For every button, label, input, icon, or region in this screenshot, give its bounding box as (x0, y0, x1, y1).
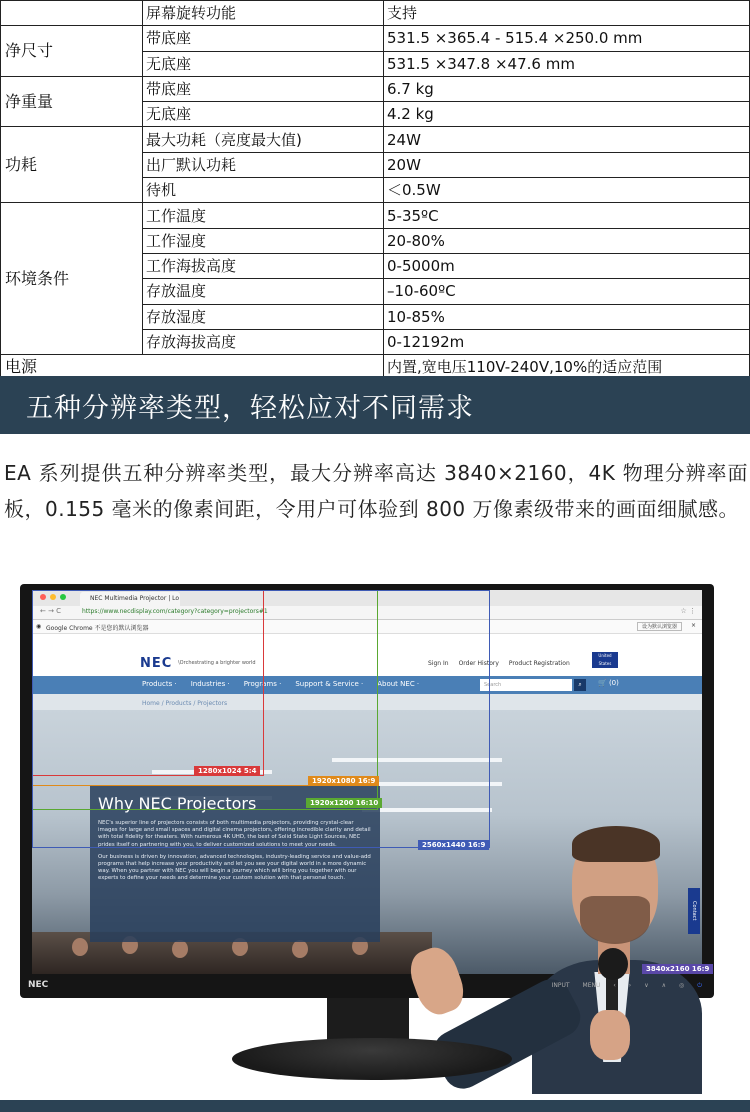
spec-value: 内置,宽电压110V-240V,10%的适应范围 (384, 355, 750, 380)
right-button[interactable]: › (628, 982, 632, 989)
spec-value: 20-80% (384, 228, 750, 253)
spec-item: 无底座 (143, 51, 384, 76)
spec-value: 5-35ºC (384, 203, 750, 228)
bezel-controls (552, 982, 702, 990)
resolution-label: 1920x1080 16:9 (308, 776, 379, 786)
table-row (1, 76, 750, 101)
spec-category: 环境条件 (1, 203, 143, 355)
sign-in-link[interactable]: Sign In (428, 660, 449, 667)
spec-item: 存放温度 (143, 279, 384, 304)
spec-value: ＜0.5W (384, 178, 750, 203)
power-icon[interactable]: ⏻ (697, 982, 702, 989)
set-default-button[interactable]: 设为默认浏览器 (637, 622, 682, 631)
breadcrumb[interactable]: Home / Products / Projectors (142, 700, 228, 707)
input-button[interactable]: INPUT (551, 982, 570, 989)
resolution-label: 1920x1200 16:10 (306, 798, 382, 808)
table-row (1, 26, 750, 51)
spec-item: 无底座 (143, 102, 384, 127)
cart-count: (0) (608, 679, 619, 687)
bookmark-star-icon[interactable]: ☆ ⋮ (680, 607, 696, 615)
region-selector[interactable]: United States (592, 652, 618, 668)
presenter-hand (590, 1010, 630, 1060)
spec-item: 工作湿度 (143, 228, 384, 253)
spec-item: 最大功耗（亮度最大值) (143, 127, 384, 152)
section-paragraph: EA 系列提供五种分辨率类型，最大分辨率高达 3840×2160，4K 物理分辨率面板，0.155 毫米的像素间距，令用户可体验到 800 万像素级带来的画面细腻感。 (4, 461, 748, 521)
spec-item: 待机 (143, 178, 384, 203)
bottom-band (0, 1100, 750, 1112)
site-logo[interactable]: NEC (140, 656, 173, 671)
spec-category: 功耗 (1, 127, 143, 203)
monitor-screen (32, 590, 710, 974)
section-title: 五种分辨率类型，轻松应对不同需求 (26, 393, 474, 424)
contact-tab[interactable]: Contact (688, 888, 700, 934)
hero-paragraph: Our business is driven by innovation, advanced technologies, industry-leading service and value-add programs that help increase your productivity and let you see your digital world in a more dynamic way. When you partner with NEC you will begin a journey which will bring you together with our experts to define your needs and determine your custom solution with that personal touch. (98, 853, 371, 882)
spec-value: 10-85% (384, 304, 750, 329)
spec-value: 24W (384, 127, 750, 152)
hero-title: Why NEC Projectors (98, 794, 257, 813)
audience-head (72, 938, 88, 956)
chrome-icon: ◉ (36, 623, 42, 630)
search-icon[interactable]: ⌕ (574, 679, 586, 691)
nav-about[interactable]: About NEC · (377, 680, 420, 688)
spec-value: 531.5 ×365.4 - 515.4 ×250.0 mm (384, 26, 750, 51)
left-button[interactable]: ‹ (613, 982, 616, 989)
spec-item: 出厂默认功耗 (143, 152, 384, 177)
spec-category (1, 1, 143, 26)
infobar-message: Google Chrome 不是您的默认浏览器 (46, 625, 149, 632)
cart-icon[interactable]: 🛒 (0) (598, 679, 619, 687)
menu-button[interactable]: MENU (582, 982, 601, 989)
spec-item: 屏幕旋转功能 (143, 1, 384, 26)
nav-products[interactable]: Products · (142, 680, 177, 688)
nav-industries[interactable]: Industries · (190, 680, 230, 688)
bezel-logo: NEC (28, 980, 49, 990)
table-row (1, 127, 750, 152)
monitor-stand-base (232, 1038, 512, 1080)
spec-value: 531.5 ×347.8 ×47.6 mm (384, 51, 750, 76)
nav-support[interactable]: Support & Service · (295, 680, 364, 688)
spec-item: 工作温度 (143, 203, 384, 228)
down-button[interactable]: ∨ (644, 982, 649, 989)
spec-item: 带底座 (143, 76, 384, 101)
close-icon[interactable]: × (690, 622, 696, 629)
up-button[interactable]: ∧ (661, 982, 666, 989)
spec-item: 存放湿度 (143, 304, 384, 329)
resolution-label: 2560x1440 16:9 (418, 840, 489, 850)
microphone (598, 948, 628, 980)
presenter-beard (580, 896, 650, 944)
table-row (1, 203, 750, 228)
spec-value: 0-5000m (384, 253, 750, 278)
spec-value: 支持 (384, 1, 750, 26)
spec-value: 4.2 kg (384, 102, 750, 127)
spec-item: 工作海拔高度 (143, 253, 384, 278)
spec-value: –10-60ºC (384, 279, 750, 304)
search-input[interactable]: Search (480, 679, 572, 691)
spec-category: 电源 (1, 355, 384, 380)
hero-paragraph: NEC's superior line of projectors consists of both multimedia projectors, providing crystal-clear images for large and small spaces and digital cinema projectors, offering incredible clarity and detail with total fidelity for theaters. With numerous 4K UHD, the best of Solid State Light Sources, NEC prides itself on partnering with you, to deliver customized solutions to meet your needs. (98, 820, 371, 848)
nav-arrows-icon[interactable]: ← → C (40, 607, 62, 615)
presenter-hair (572, 826, 660, 862)
resolution-frame-2560 (32, 590, 490, 848)
resolution-label: 3840x2160 16:9 (642, 964, 713, 974)
order-history-link[interactable]: Order History (458, 660, 499, 667)
audience-head (172, 940, 188, 958)
spec-value: 6.7 kg (384, 76, 750, 101)
url-text[interactable]: https://www.necdisplay.com/category?category=projectors#1 (82, 608, 268, 615)
browser-tab[interactable]: NEC Multimedia Projector | Lo (80, 592, 180, 606)
eco-button[interactable]: ◎ (679, 982, 685, 989)
audience-head (292, 940, 308, 958)
table-row (1, 1, 750, 26)
spec-table (0, 0, 750, 380)
spec-category: 净重量 (1, 76, 143, 127)
spec-value: 0-12192m (384, 329, 750, 354)
nav-programs[interactable]: Programs · (243, 680, 282, 688)
site-tagline: \Orchestrating a brighter world (178, 660, 256, 666)
spec-item: 存放海拔高度 (143, 329, 384, 354)
resolution-label: 1280x1024 5:4 (194, 766, 260, 776)
spec-item: 带底座 (143, 26, 384, 51)
spec-value: 20W (384, 152, 750, 177)
section-heading-band (0, 376, 750, 434)
monitor (20, 584, 714, 998)
product-registration-link[interactable]: Product Registration (508, 660, 570, 667)
spec-category: 净尺寸 (1, 26, 143, 77)
